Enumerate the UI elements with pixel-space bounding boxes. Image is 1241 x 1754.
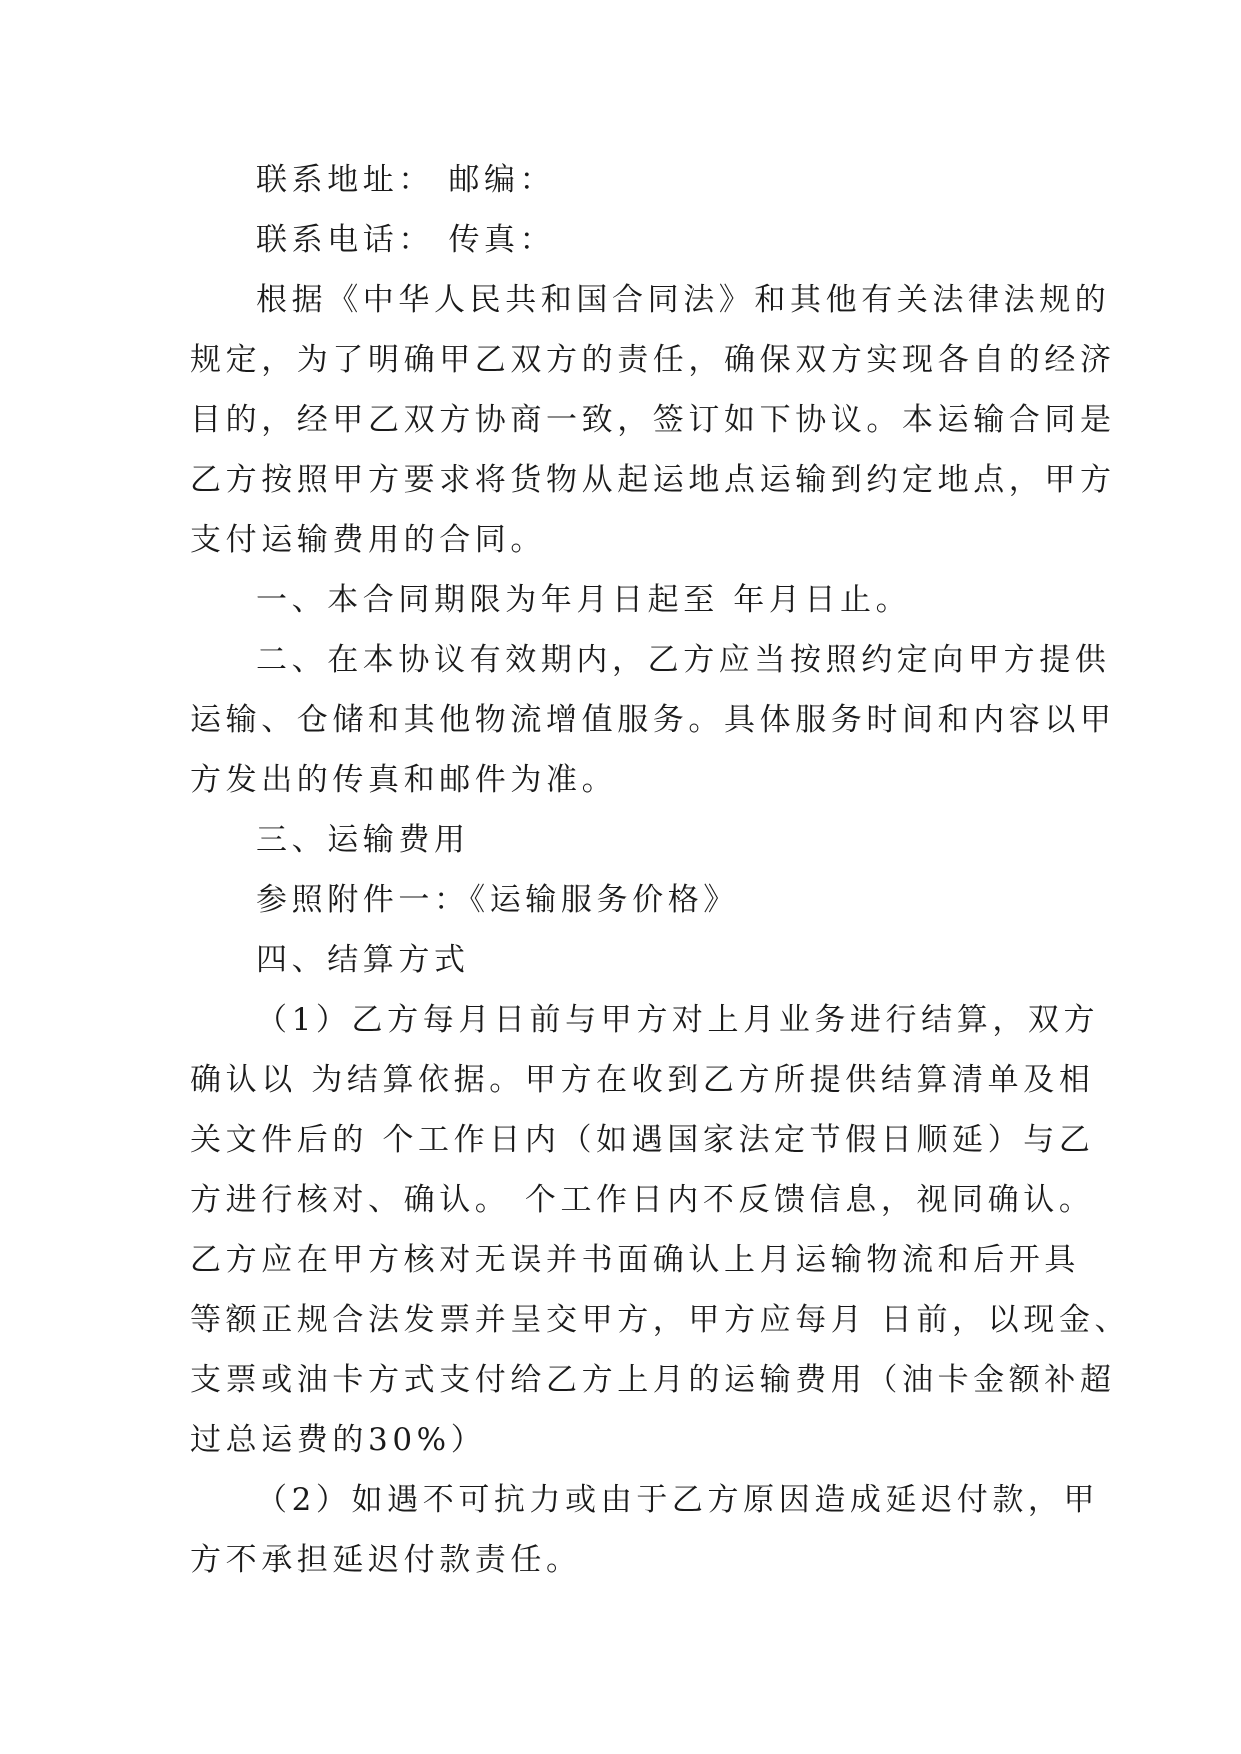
settlement-item-1-line: 确认以 为结算依据。甲方在收到乙方所提供结算清单及相 [190,1062,1095,1098]
preamble-line: 支付运输费用的合同。 [190,522,546,558]
settlement-item-2-line: （2）如遇不可抗力或由于乙方原因造成延迟付款，甲 [256,1482,1100,1518]
settlement-item-1-line: 方进行核对、确认。 个工作日内不反馈信息，视同确认。 [190,1182,1095,1218]
settlement-item-1-line: 支票或油卡方式支付给乙方上月的运输费用（油卡金额补超 [190,1362,1116,1398]
preamble-line: 目的，经甲乙双方协商一致，签订如下协议。本运输合同是 [190,402,1116,438]
settlement-item-2-line: 方不承担延迟付款责任。 [190,1542,582,1578]
settlement-item-1-line: 乙方应在甲方核对无误并书面确认上月运输物流和后开具 [190,1242,1080,1278]
preamble-line: 乙方按照甲方要求将货物从起运地点运输到约定地点，甲方 [190,462,1116,498]
clause-2-line: 方发出的传真和邮件为准。 [190,762,618,798]
contract-text [190,150,1131,1590]
settlement-item-1-line: 关文件后的 个工作日内（如遇国家法定节假日顺延）与乙 [190,1122,1095,1158]
clause-2-line: 二、在本协议有效期内，乙方应当按照约定向甲方提供 [256,642,1111,678]
clause-4-heading: 四、结算方式 [256,942,470,978]
clause-1-line: 一、本合同期限为年月日起至 年月日止。 [256,582,912,618]
clause-2-line: 运输、仓储和其他物流增值服务。具体服务时间和内容以甲 [190,702,1116,738]
settlement-item-1-line: （1）乙方每月日前与甲方对上月业务进行结算，双方 [256,1002,1100,1038]
preamble-line: 根据《中华人民共和国合同法》和其他有关法律法规的 [256,282,1111,318]
contact-address-line: 联系地址： 邮编： [256,162,556,198]
contact-phone-line: 联系电话： 传真： [256,222,556,258]
settlement-item-1-line: 等额正规合法发票并呈交甲方，甲方应每月 日前，以现金、 [190,1302,1131,1338]
settlement-item-1-line: 过总运费的30%） [190,1422,487,1458]
clause-3-body: 参照附件一：《运输服务价格》 [256,882,739,918]
preamble-line: 规定，为了明确甲乙双方的责任，确保双方实现各自的经济 [190,342,1116,378]
clause-3-heading: 三、运输费用 [256,822,470,858]
